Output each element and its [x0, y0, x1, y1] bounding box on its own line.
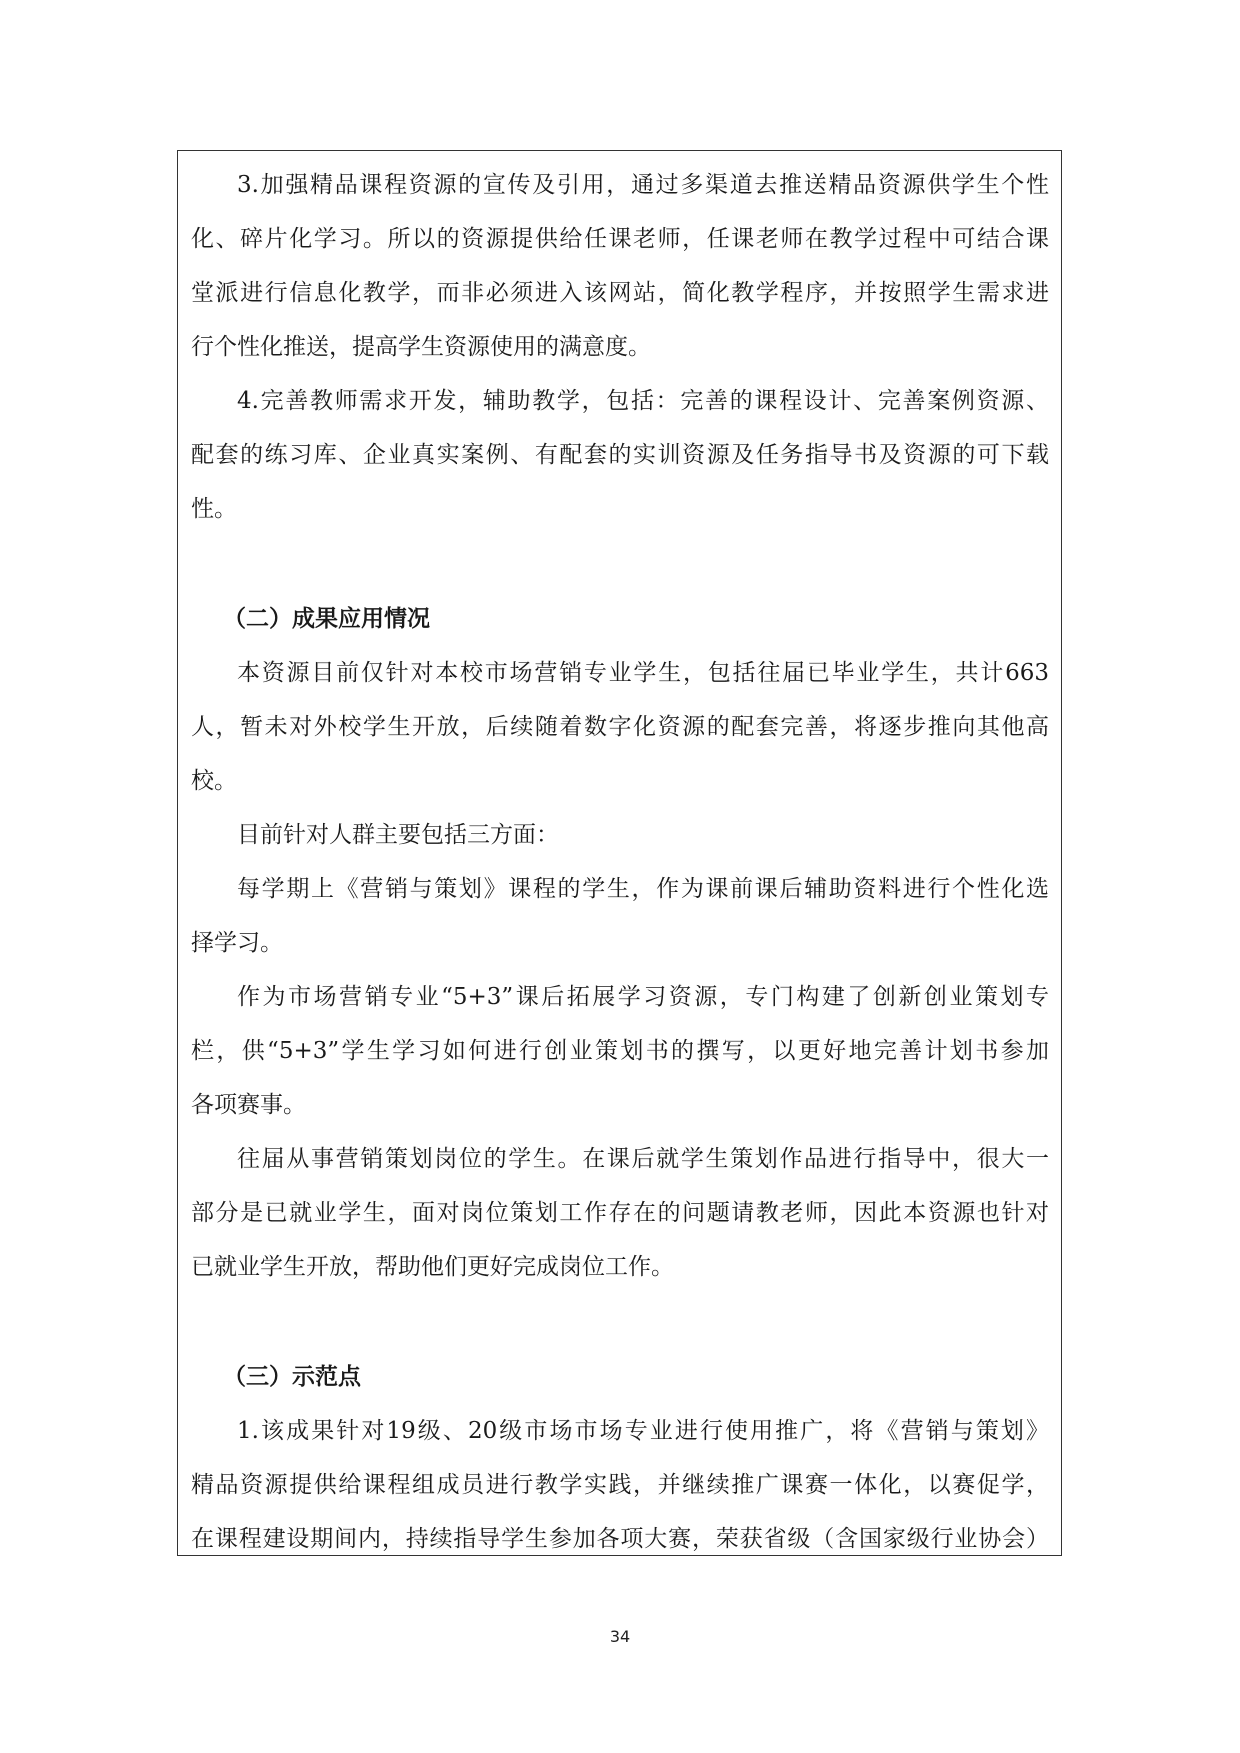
paragraph-line: 人，暂未对外校学生开放，后续随着数字化资源的配套完善，将逐步推向其他高: [191, 714, 1049, 740]
paragraph-line: 栏，供“5+3”学生学习如何进行创业策划书的撰写，以更好地完善计划书参加: [191, 1038, 1049, 1064]
paragraph-line: 堂派进行信息化教学，而非必须进入该网站，简化教学程序，并按照学生需求进: [191, 280, 1049, 306]
paragraph-line: 已就业学生开放，帮助他们更好完成岗位工作。: [191, 1254, 674, 1280]
paragraph-line: 精品资源提供给课程组成员进行教学实践，并继续推广课赛一体化，以赛促学，: [191, 1472, 1049, 1498]
paragraph-line: 各项赛事。: [191, 1092, 306, 1118]
paragraph-line: 3.加强精品课程资源的宣传及引用，通过多渠道去推送精品资源供学生个性: [237, 172, 1049, 198]
paragraph-line: 在课程建设期间内，持续指导学生参加各项大赛，荣获省级（含国家级行业协会）: [191, 1526, 1049, 1552]
paragraph-line: 每学期上《营销与策划》课程的学生，作为课前课后辅助资料进行个性化选: [237, 876, 1049, 902]
paragraph-line: 4.完善教师需求开发，辅助教学，包括：完善的课程设计、完善案例资源、: [237, 388, 1049, 414]
paragraph-line: 目前针对人群主要包括三方面：: [237, 822, 559, 848]
section-heading: （二）成果应用情况: [223, 606, 430, 632]
paragraph-line: 行个性化推送，提高学生资源使用的满意度。: [191, 334, 651, 360]
section-heading: （三）示范点: [223, 1364, 361, 1390]
paragraph-line: 择学习。: [191, 930, 283, 956]
paragraph-line: 性。: [191, 496, 237, 522]
page-number: 34: [609, 1627, 631, 1646]
paragraph-line: 校。: [191, 768, 237, 794]
paragraph-line: 部分是已就业学生，面对岗位策划工作存在的问题请教老师，因此本资源也针对: [191, 1200, 1049, 1226]
content-frame: [177, 150, 1062, 1556]
paragraph-line: 化、碎片化学习。所以的资源提供给任课老师，任课老师在教学过程中可结合课: [191, 226, 1049, 252]
paragraph-line: 1.该成果针对19级、20级市场市场专业进行使用推广，将《营销与策划》: [237, 1418, 1049, 1444]
paragraph-line: 作为市场营销专业“5+3”课后拓展学习资源，专门构建了创新创业策划专: [237, 984, 1049, 1010]
paragraph-line: 本资源目前仅针对本校市场营销专业学生，包括往届已毕业学生，共计663: [237, 660, 1049, 686]
paragraph-line: 配套的练习库、企业真实案例、有配套的实训资源及任务指导书及资源的可下载: [191, 442, 1049, 468]
paragraph-line: 往届从事营销策划岗位的学生。在课后就学生策划作品进行指导中，很大一: [237, 1146, 1049, 1172]
